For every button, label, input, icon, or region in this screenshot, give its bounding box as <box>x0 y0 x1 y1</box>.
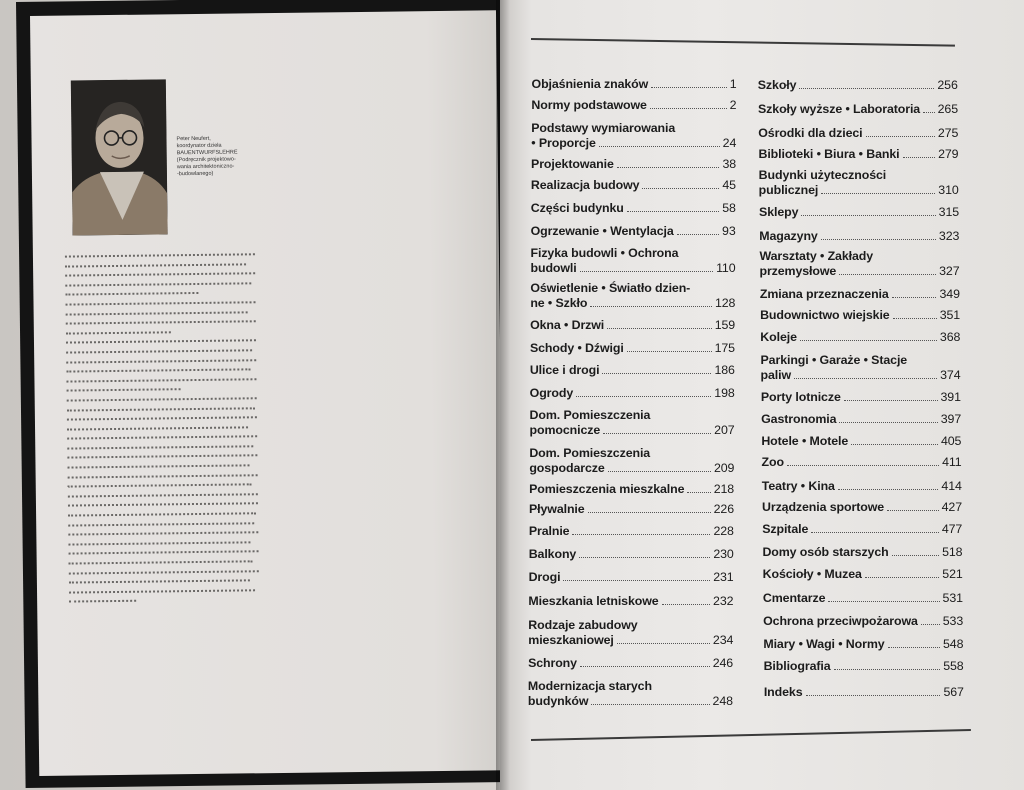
toc-page-number: 351 <box>939 308 961 322</box>
toc-entry-title: Schrony <box>528 656 577 670</box>
bio-text-line <box>66 301 256 308</box>
dot-leader <box>888 646 940 648</box>
dot-leader <box>794 377 937 379</box>
toc-page-number: 110 <box>716 261 736 275</box>
toc-entry-title: Dom. Pomieszczenia <box>529 408 651 422</box>
toc-entry-title: Warsztaty • Zakłady <box>759 249 874 263</box>
dot-leader <box>580 270 713 272</box>
dot-leader <box>892 554 939 556</box>
toc-entry[interactable] <box>529 446 734 476</box>
toc-entry[interactable] <box>529 547 734 562</box>
dot-leader <box>811 531 939 533</box>
toc-entry-title: Ogrzewanie • Wentylacja <box>530 224 674 238</box>
toc-entry-title: Hotele • Motele <box>761 434 849 448</box>
caption-line: BAUENTWURFSLEHRE <box>176 149 238 157</box>
bio-text-line <box>66 378 256 385</box>
toc-page-number: 198 <box>714 386 735 400</box>
toc-page-number: 38 <box>722 157 737 171</box>
toc-entry-title: Części budynku <box>530 201 624 215</box>
dot-leader <box>893 317 937 319</box>
dot-leader <box>806 694 941 696</box>
bio-text-line <box>68 522 254 529</box>
toc-page-number: 175 <box>714 341 735 355</box>
toc-entry[interactable] <box>764 659 964 674</box>
toc-entry-title: mieszkaniowej <box>528 633 614 647</box>
toc-entry-title: Biblioteki • Biura • Banki <box>758 147 900 161</box>
bio-text-line <box>68 503 258 510</box>
bio-text-line <box>66 349 252 356</box>
toc-entry[interactable] <box>530 318 735 333</box>
toc-entry-title: Parkingi • Garaże • Stacje <box>760 353 908 367</box>
toc-entry-title: Mieszkania letniskowe <box>528 594 659 608</box>
toc-entry[interactable] <box>529 570 734 585</box>
toc-entry[interactable] <box>762 455 962 470</box>
toc-page-number: 368 <box>939 330 961 344</box>
toc-entry[interactable] <box>758 126 958 141</box>
dot-leader <box>844 399 938 401</box>
dot-leader <box>650 107 727 109</box>
toc-entry[interactable] <box>529 524 734 539</box>
bio-text-line <box>68 474 258 481</box>
toc-entry-title: Oświetlenie • Światło dzien- <box>530 281 691 295</box>
toc-entry[interactable] <box>761 412 961 427</box>
bio-text-line <box>69 580 250 587</box>
dot-leader <box>838 488 939 490</box>
dot-leader <box>921 623 940 625</box>
toc-entry[interactable] <box>759 205 959 220</box>
toc-entry[interactable] <box>528 656 733 671</box>
toc-entry[interactable] <box>764 685 964 700</box>
toc-entry-title: Miary • Wagi • Normy <box>763 637 885 651</box>
dot-leader <box>572 533 710 535</box>
toc-entry[interactable] <box>760 287 960 302</box>
toc-entry-title: Drogi <box>528 570 561 584</box>
toc-page-number: 518 <box>942 545 963 559</box>
bio-text-line <box>67 389 181 395</box>
bio-text-line <box>66 320 256 327</box>
toc-entry-title: Rodzaje zabudowy <box>528 618 638 632</box>
toc-entry[interactable] <box>530 408 735 438</box>
toc-entry-title: Balkony <box>528 547 577 561</box>
toc-page-number: 2 <box>729 98 737 112</box>
toc-page-number: 315 <box>938 205 960 219</box>
toc-entry-title: Ośrodki dla dzieci <box>758 126 863 140</box>
toc-entry-title: budowli <box>530 261 577 275</box>
dot-leader <box>677 233 719 235</box>
bio-text-line <box>68 541 250 548</box>
toc-entry-title: Fizyka budowli • Ochrona <box>530 246 679 260</box>
toc-page-number: 228 <box>713 524 734 538</box>
toc-entry[interactable] <box>760 330 960 345</box>
toc-entry[interactable] <box>759 168 959 198</box>
toc-page-number: 567 <box>943 685 964 699</box>
toc-entry-title: Ochrona przeciwpożarowa <box>763 614 918 628</box>
toc-page-number: 531 <box>942 591 963 605</box>
toc-page-number: 405 <box>940 434 962 448</box>
toc-page-number: 349 <box>939 287 960 301</box>
toc-entry-title: Bibliografia <box>763 659 831 673</box>
toc-entry-title: Szpitale <box>762 522 809 536</box>
toc-entry-title: Teatry • Kina <box>761 479 835 493</box>
toc-entry[interactable] <box>531 224 736 239</box>
toc-entry-title: paliw <box>760 368 791 382</box>
bio-text-line <box>66 359 256 366</box>
toc-entry[interactable] <box>758 78 958 93</box>
author-photo <box>71 79 168 235</box>
toc-page-number: 477 <box>941 522 963 536</box>
toc-page-number: 209 <box>713 461 735 475</box>
toc-entry-title: Szkoły wyższe • Laboratoria <box>758 102 921 116</box>
toc-entry[interactable] <box>530 363 735 378</box>
toc-entry[interactable] <box>531 121 736 151</box>
toc-entry-title: Budownictwo wiejskie <box>760 308 890 322</box>
dot-leader <box>834 668 941 670</box>
caption-line: koordynator dzieła <box>176 142 222 150</box>
dot-leader <box>828 600 939 602</box>
toc-entry[interactable] <box>528 679 733 709</box>
toc-page-number: 230 <box>713 547 734 561</box>
toc-entry-title: Porty lotnicze <box>760 390 841 404</box>
toc-entry[interactable] <box>758 102 958 117</box>
toc-entry[interactable] <box>531 201 736 216</box>
dot-leader <box>617 166 720 168</box>
toc-entry[interactable] <box>763 591 963 606</box>
dot-leader <box>579 556 710 558</box>
toc-page-number: 231 <box>713 570 734 584</box>
dot-leader <box>892 296 937 298</box>
toc-entry[interactable] <box>761 353 961 383</box>
toc-entry-title: Sklepy <box>759 205 799 219</box>
dot-leader <box>821 238 936 240</box>
toc-entry-title: Koleje <box>760 330 797 344</box>
dot-leader <box>839 273 936 275</box>
photo-caption <box>176 135 277 178</box>
bio-text-line <box>69 570 259 577</box>
bio-text-line <box>68 484 252 491</box>
dot-leader <box>687 491 710 493</box>
dot-leader <box>839 421 937 423</box>
toc-entry-title: Modernizacja starych <box>527 679 652 693</box>
toc-entry[interactable] <box>760 308 960 323</box>
dot-leader <box>580 665 710 667</box>
toc-entry[interactable] <box>530 386 735 401</box>
toc-entry[interactable] <box>759 229 959 244</box>
bio-text-line <box>67 426 248 433</box>
toc-entry[interactable] <box>759 249 959 279</box>
toc-page-number: 558 <box>943 659 964 673</box>
toc-entry-title: Podstawy wymiarowania <box>531 121 676 135</box>
bio-text-line <box>65 282 251 289</box>
dot-leader <box>603 432 711 434</box>
toc-entry[interactable] <box>762 500 962 515</box>
bio-text-line <box>69 560 253 567</box>
bio-text-line <box>68 512 256 519</box>
toc-entry[interactable] <box>528 618 733 648</box>
dot-leader <box>865 576 939 578</box>
toc-entry-title: Pomieszczenia mieszkalne <box>529 482 685 496</box>
dot-leader <box>590 305 712 307</box>
toc-page-number: 397 <box>940 412 962 426</box>
toc-page-number: 391 <box>940 390 961 404</box>
toc-page-number: 256 <box>937 78 958 92</box>
dot-leader <box>903 156 936 158</box>
toc-entry[interactable] <box>530 341 735 356</box>
dot-leader <box>576 395 711 397</box>
toc-entry[interactable] <box>531 178 736 193</box>
bio-text-line <box>67 455 257 462</box>
toc-page-number: 234 <box>712 633 734 647</box>
toc-page-number: 411 <box>942 455 962 469</box>
toc-entry-title: ne • Szkło <box>530 296 588 310</box>
dot-leader <box>800 339 937 341</box>
toc-page-number: 93 <box>722 224 736 238</box>
toc-page-number: 58 <box>722 201 736 215</box>
dot-leader <box>651 86 727 88</box>
caption-line: wania architektoniczno- <box>176 163 235 171</box>
bio-text-line <box>65 263 246 270</box>
toc-entry-title: Normy podstawowe <box>531 98 647 112</box>
bio-text-line <box>66 331 171 337</box>
toc-page-number: 327 <box>939 264 960 278</box>
toc-page-number: 414 <box>941 479 962 493</box>
toc-entry[interactable] <box>763 567 963 582</box>
dot-leader <box>591 703 709 705</box>
toc-entry-title: Domy osób starszych <box>762 545 889 559</box>
dot-leader <box>602 372 711 374</box>
toc-page-number: 248 <box>712 694 733 708</box>
toc-entry[interactable] <box>531 98 736 113</box>
toc-page-number: 24 <box>722 136 737 150</box>
bio-text-line <box>68 531 258 538</box>
toc-entry-title: Urządzenia sportowe <box>762 500 885 514</box>
dot-leader <box>799 87 934 89</box>
bio-text-line <box>67 436 257 443</box>
toc-entry-title: Pralnie <box>528 524 570 538</box>
dot-leader <box>588 511 711 513</box>
toc-page-number: 186 <box>714 363 735 377</box>
toc-entry-title: budynków <box>527 694 589 708</box>
toc-page-number: 1 <box>729 77 737 91</box>
toc-entry-title: Budynki użyteczności <box>758 168 887 182</box>
bio-text-line <box>66 311 248 318</box>
toc-entry[interactable] <box>531 246 736 276</box>
bio-text-line <box>68 493 258 500</box>
toc-page-number: 218 <box>713 482 735 496</box>
toc-page-number: 246 <box>712 656 734 670</box>
dot-leader <box>866 135 935 137</box>
toc-entry[interactable] <box>532 77 737 92</box>
bio-text-line <box>69 600 136 606</box>
toc-entry[interactable] <box>762 522 962 537</box>
toc-page-number: 226 <box>713 502 734 516</box>
toc-entry-title: gospodarcze <box>529 461 605 475</box>
bio-text-line <box>66 368 250 375</box>
dot-leader <box>627 350 712 352</box>
toc-entry-title: pomocnicze <box>529 423 601 437</box>
toc-entry-title: Zmiana przeznaczenia <box>759 287 889 301</box>
caption-line: (Podręcznik projektowo- <box>176 156 236 164</box>
toc-entry-title: Kościoły • Muzea <box>762 567 862 581</box>
toc-entry-title: Pływalnie <box>528 502 585 516</box>
toc-page-number: 374 <box>940 368 961 382</box>
toc-page-number: 533 <box>942 614 964 628</box>
dot-leader <box>923 111 935 113</box>
toc-entry[interactable] <box>763 637 963 652</box>
bio-text-line <box>65 292 198 299</box>
toc-entry-title: Indeks <box>763 685 803 699</box>
bio-text-line <box>65 272 255 279</box>
toc-page-number: 128 <box>714 296 736 310</box>
toc-page-number: 275 <box>937 126 959 140</box>
dot-leader <box>627 210 719 212</box>
toc-entry[interactable] <box>758 147 958 162</box>
toc-entry-title: przemysłowe <box>759 264 837 278</box>
toc-entry-title: Objaśnienia znaków <box>531 77 649 91</box>
toc-entry-title: Schody • Dźwigi <box>529 341 624 355</box>
toc-entry[interactable] <box>530 281 735 311</box>
toc-entry[interactable] <box>529 482 734 497</box>
bio-text-line <box>65 253 255 260</box>
toc-page-number: 427 <box>941 500 962 514</box>
toc-page-number: 521 <box>942 567 963 581</box>
toc-entry-title: Cmentarze <box>762 591 826 605</box>
dot-leader <box>599 145 720 147</box>
dot-leader <box>821 192 935 194</box>
toc-entry-title: Ulice i drogi <box>529 363 600 377</box>
bio-text-line <box>66 340 256 347</box>
toc-entry-title: Realizacja budowy <box>530 178 640 192</box>
toc-page-number: 207 <box>714 423 735 437</box>
toc-entry[interactable] <box>529 502 734 517</box>
toc-page-number: 265 <box>937 102 959 116</box>
toc-entry-title: Szkoły <box>757 78 797 92</box>
dot-leader <box>607 327 712 329</box>
dot-leader <box>608 470 711 472</box>
dot-leader <box>851 443 938 445</box>
dot-leader <box>787 464 939 466</box>
toc-entry[interactable] <box>761 434 961 449</box>
dot-leader <box>617 642 710 644</box>
toc-page-number: 323 <box>938 229 960 243</box>
toc-entry-title: • Proporcje <box>531 136 596 150</box>
bio-text-line <box>68 464 250 471</box>
toc-entry[interactable] <box>531 157 736 172</box>
toc-page-number: 279 <box>938 147 959 161</box>
book-spine-shadow <box>496 0 510 790</box>
toc-entry-title: Magazyny <box>759 229 818 243</box>
dot-leader <box>887 509 939 511</box>
dot-leader <box>563 579 710 581</box>
bio-text-line <box>67 407 255 414</box>
toc-entry-title: Dom. Pomieszczenia <box>529 446 651 460</box>
toc-page-number: 548 <box>942 637 964 651</box>
toc-page-number: 232 <box>713 594 734 608</box>
toc-entry[interactable] <box>761 390 961 405</box>
toc-entry[interactable] <box>528 594 733 609</box>
toc-page-number: 310 <box>938 183 959 197</box>
dot-leader <box>801 214 935 216</box>
caption-line: -budowlanego) <box>176 170 214 178</box>
bio-text-line <box>67 416 257 423</box>
bio-text-line <box>69 551 259 558</box>
toc-entry[interactable] <box>763 614 963 629</box>
bio-text-line <box>69 589 255 596</box>
caption-line: Peter Neufert, <box>176 135 211 143</box>
dot-leader <box>642 187 719 189</box>
toc-entry[interactable] <box>762 545 962 560</box>
toc-page-number: 45 <box>722 178 736 192</box>
bio-text-line <box>67 397 257 404</box>
toc-entry[interactable] <box>762 479 962 494</box>
dot-leader <box>662 603 711 605</box>
toc-entry-title: Gastronomia <box>761 412 837 426</box>
bio-text-line <box>67 445 253 452</box>
toc-entry-title: Ogrody <box>529 386 574 400</box>
left-page <box>30 10 505 776</box>
toc-entry-title: Zoo <box>761 455 784 469</box>
toc-entry-title: Projektowanie <box>531 157 614 171</box>
author-bio-paragraph <box>65 253 259 610</box>
toc-entry-title: publicznej <box>758 183 819 197</box>
toc-page-number: 159 <box>714 318 736 332</box>
toc-entry-title: Okna • Drzwi <box>530 318 605 332</box>
